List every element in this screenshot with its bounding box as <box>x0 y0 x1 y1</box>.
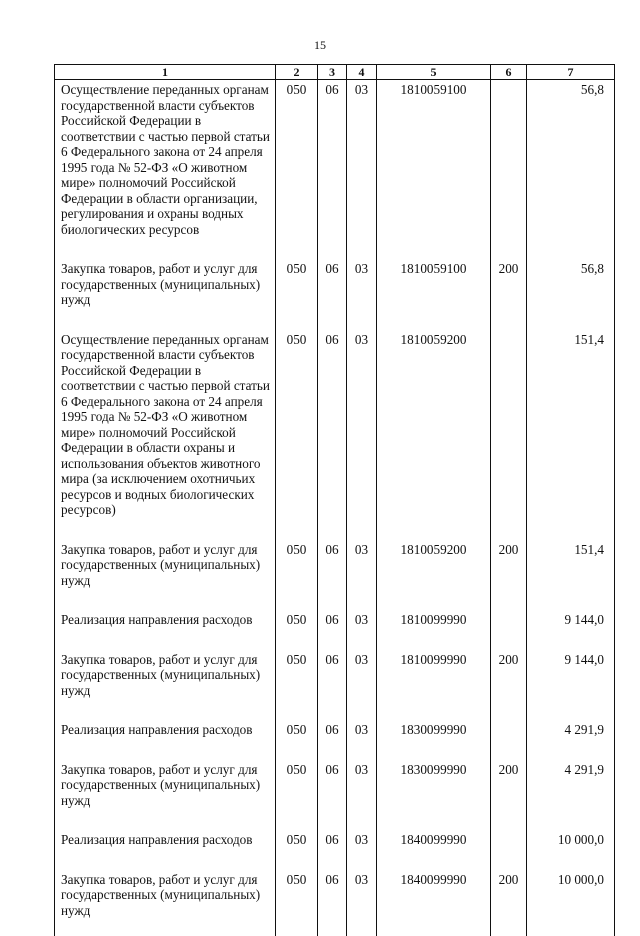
row-name: Осуществление переданных органам государственной власти субъектов Российской Федерации в соответствии с частью первой статьи 6 Федерального закона от 24 апреля 1995 года № 52-ФЗ «О животном мире» полномочий Российской Федерации в области организации, регулирования и охраны водных биологических ресурсов <box>55 80 276 260</box>
row-amount: 151,4 <box>527 540 615 611</box>
row-subsection: 03 <box>347 650 377 721</box>
row-subsection: 03 <box>347 80 377 260</box>
row-ministry: 050 <box>276 760 318 831</box>
row-name: Закупка товаров, работ и услуг для государственных (муниципальных) нужд <box>55 650 276 721</box>
row-subsection: 03 <box>347 720 377 760</box>
row-name: Закупка товаров, работ и услуг для государственных (муниципальных) нужд <box>55 760 276 831</box>
row-target: 1840099990 <box>377 830 491 870</box>
row-type <box>491 720 527 760</box>
row-target: 1840099990 <box>377 870 491 936</box>
table-row <box>55 540 615 611</box>
table-row <box>55 259 615 330</box>
row-type <box>491 330 527 540</box>
row-amount: 56,8 <box>527 80 615 260</box>
row-section: 06 <box>318 720 347 760</box>
row-target: 1830099990 <box>377 760 491 831</box>
row-ministry: 050 <box>276 830 318 870</box>
row-section: 06 <box>318 650 347 721</box>
row-name: Реализация направления расходов <box>55 830 276 870</box>
row-target: 1810099990 <box>377 610 491 650</box>
row-ministry: 050 <box>276 259 318 330</box>
budget-table <box>54 64 615 936</box>
row-section: 06 <box>318 540 347 611</box>
row-ministry: 050 <box>276 650 318 721</box>
row-subsection: 03 <box>347 259 377 330</box>
row-subsection: 03 <box>347 330 377 540</box>
table-row <box>55 720 615 760</box>
row-type: 200 <box>491 259 527 330</box>
row-amount: 10 000,0 <box>527 830 615 870</box>
row-name: Осуществление переданных органам государственной власти субъектов Российской Федерации в соответствии с частью первой статьи 6 Федерального закона от 24 апреля 1995 года № 52-ФЗ «О животном мире» полномочий Российской Федерации в области охраны и использования объектов животного мира (за исключением охотничьих ресурсов и водных биологических ресурсов) <box>55 330 276 540</box>
row-subsection: 03 <box>347 760 377 831</box>
header-col-1: 1 <box>55 65 276 80</box>
header-col-6: 6 <box>491 65 527 80</box>
row-target: 1810059100 <box>377 259 491 330</box>
row-section: 06 <box>318 80 347 260</box>
row-amount: 4 291,9 <box>527 760 615 831</box>
row-target: 1810059100 <box>377 80 491 260</box>
row-name: Закупка товаров, работ и услуг для государственных (муниципальных) нужд <box>55 870 276 936</box>
header-col-3: 3 <box>318 65 347 80</box>
row-section: 06 <box>318 830 347 870</box>
header-col-4: 4 <box>347 65 377 80</box>
row-ministry: 050 <box>276 610 318 650</box>
row-type: 200 <box>491 760 527 831</box>
row-ministry: 050 <box>276 540 318 611</box>
row-target: 1810059200 <box>377 540 491 611</box>
row-type: 200 <box>491 540 527 611</box>
header-col-5: 5 <box>377 65 491 80</box>
row-amount: 9 144,0 <box>527 650 615 721</box>
row-amount: 9 144,0 <box>527 610 615 650</box>
row-name: Реализация направления расходов <box>55 720 276 760</box>
row-name: Закупка товаров, работ и услуг для государственных (муниципальных) нужд <box>55 259 276 330</box>
table-row <box>55 760 615 831</box>
row-section: 06 <box>318 259 347 330</box>
row-amount: 10 000,0 <box>527 870 615 936</box>
row-ministry: 050 <box>276 870 318 936</box>
row-subsection: 03 <box>347 610 377 650</box>
row-type <box>491 80 527 260</box>
table-row <box>55 610 615 650</box>
row-section: 06 <box>318 330 347 540</box>
row-name: Закупка товаров, работ и услуг для государственных (муниципальных) нужд <box>55 540 276 611</box>
table-row <box>55 80 615 260</box>
row-subsection: 03 <box>347 870 377 936</box>
row-amount: 56,8 <box>527 259 615 330</box>
row-ministry: 050 <box>276 720 318 760</box>
table-row <box>55 870 615 936</box>
row-type: 200 <box>491 650 527 721</box>
header-col-2: 2 <box>276 65 318 80</box>
row-amount: 151,4 <box>527 330 615 540</box>
page-number: 15 <box>0 38 640 53</box>
header-col-7: 7 <box>527 65 615 80</box>
table-row <box>55 650 615 721</box>
table-header-row <box>55 65 615 80</box>
row-ministry: 050 <box>276 330 318 540</box>
row-target: 1810059200 <box>377 330 491 540</box>
row-ministry: 050 <box>276 80 318 260</box>
row-section: 06 <box>318 610 347 650</box>
row-section: 06 <box>318 760 347 831</box>
row-amount: 4 291,9 <box>527 720 615 760</box>
row-target: 1810099990 <box>377 650 491 721</box>
row-subsection: 03 <box>347 540 377 611</box>
table-row <box>55 330 615 540</box>
row-type <box>491 610 527 650</box>
row-type <box>491 830 527 870</box>
row-section: 06 <box>318 870 347 936</box>
row-subsection: 03 <box>347 830 377 870</box>
row-name: Реализация направления расходов <box>55 610 276 650</box>
table-row <box>55 830 615 870</box>
row-target: 1830099990 <box>377 720 491 760</box>
row-type: 200 <box>491 870 527 936</box>
